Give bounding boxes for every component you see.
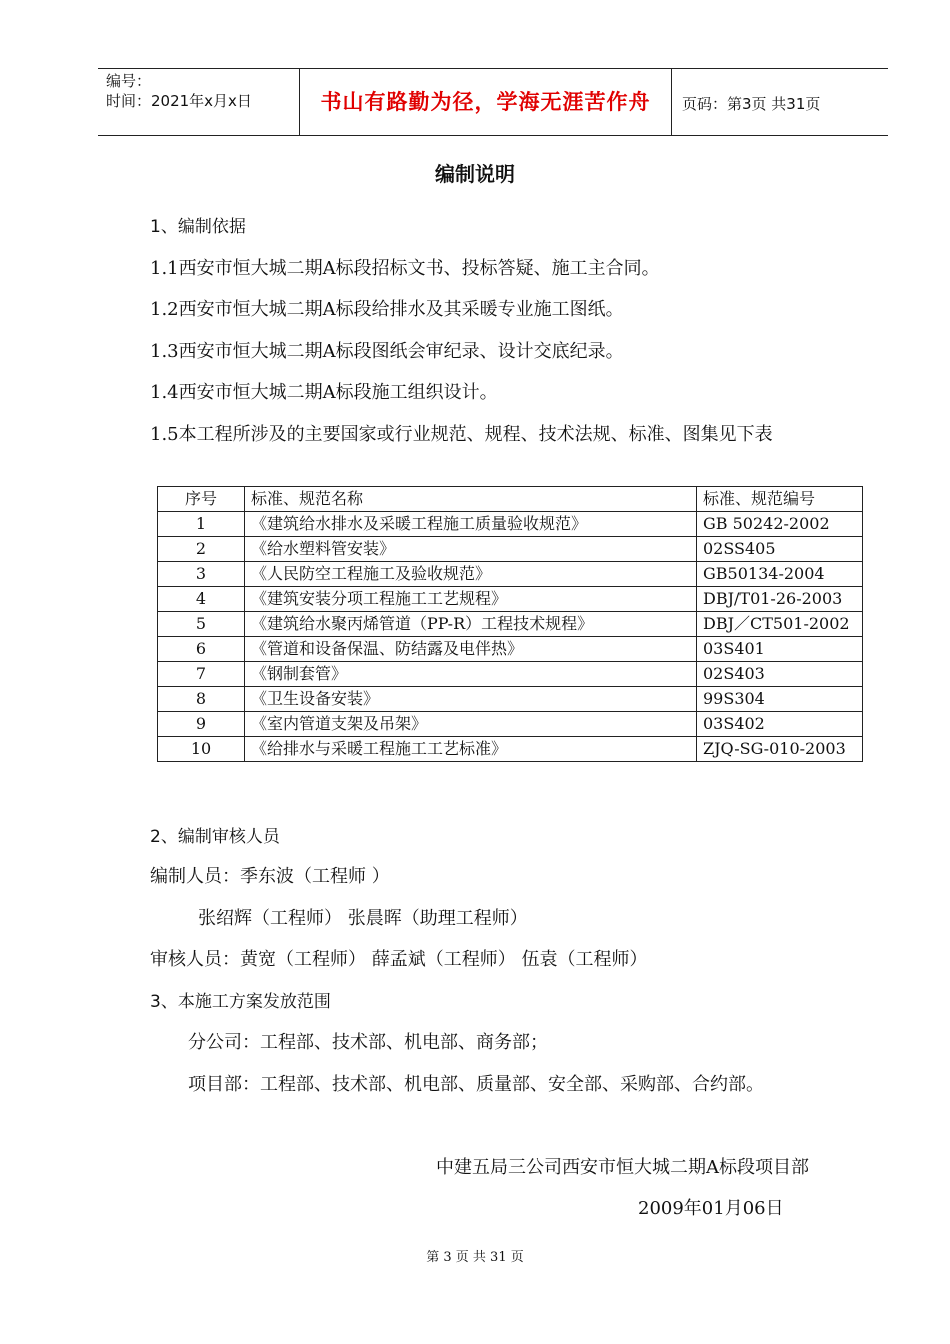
row-no: 10	[158, 737, 245, 762]
header-page-info: 页码：第3页 共31页	[682, 95, 821, 113]
row-code: ZJQ-SG-010-2003	[697, 737, 863, 762]
signature-date: 2009年01月06日	[638, 1198, 784, 1219]
row-name: 《建筑给水排水及采暖工程施工质量验收规范》	[245, 512, 697, 537]
section2-heading: 2、编制审核人员	[150, 827, 280, 847]
table-row	[158, 612, 863, 637]
row-name: 《人民防空工程施工及验收规范》	[245, 562, 697, 587]
header-name: 标准、规范名称	[245, 487, 697, 512]
row-no: 1	[158, 512, 245, 537]
table-row	[158, 587, 863, 612]
row-name: 《室内管道支架及吊架》	[245, 712, 697, 737]
row-code: 02S403	[697, 662, 863, 687]
header-code: 标准、规范编号	[697, 487, 863, 512]
row-code: 03S402	[697, 712, 863, 737]
row-no: 2	[158, 537, 245, 562]
row-no: 3	[158, 562, 245, 587]
document-title: 编制说明	[435, 162, 515, 186]
table-row	[158, 712, 863, 737]
basis-item-4: 1.4西安市恒大城二期A标段施工组织设计。	[150, 382, 498, 403]
row-no: 4	[158, 587, 245, 612]
row-code: GB 50242-2002	[697, 512, 863, 537]
distribution-project: 项目部：工程部、技术部、机电部、质量部、安全部、采购部、合约部。	[188, 1074, 764, 1095]
row-no: 7	[158, 662, 245, 687]
header-motto: 书山有路勤为径，学海无涯苦作舟	[300, 69, 672, 135]
row-code: 03S401	[697, 637, 863, 662]
distribution-branch: 分公司：工程部、技术部、机电部、商务部；	[188, 1032, 548, 1053]
header-meta	[98, 69, 300, 135]
row-code: 99S304	[697, 687, 863, 712]
basis-item-5: 1.5本工程所涉及的主要国家或行业规范、规程、技术法规、标准、图集见下表	[150, 424, 773, 445]
table-row	[158, 537, 863, 562]
standards-table	[157, 486, 863, 762]
table-header-row	[158, 487, 863, 512]
page-header	[98, 68, 888, 136]
row-name: 《给排水与采暖工程施工工艺标准》	[245, 737, 697, 762]
page-footer: 第 3 页 共 31 页	[426, 1250, 524, 1265]
section1-heading: 1、编制依据	[150, 217, 246, 237]
basis-item-3: 1.3西安市恒大城二期A标段图纸会审纪录、设计交底纪录。	[150, 341, 624, 362]
row-no: 8	[158, 687, 245, 712]
time-label: 时间：2021年x月x日	[106, 92, 252, 110]
row-no: 9	[158, 712, 245, 737]
header-no: 序号	[158, 487, 245, 512]
row-name: 《管道和设备保温、防结露及电伴热》	[245, 637, 697, 662]
row-code: DBJ/T01-26-2003	[697, 587, 863, 612]
compilers-line-2: 张绍辉（工程师） 张晨晖（助理工程师）	[198, 908, 528, 929]
row-name: 《建筑给水聚丙烯管道（PP-R）工程技术规程》	[245, 612, 697, 637]
reviewers-line: 审核人员：黄宽（工程师） 薛孟斌（工程师） 伍袁（工程师）	[150, 949, 648, 970]
row-name: 《钢制套管》	[245, 662, 697, 687]
basis-item-1: 1.1西安市恒大城二期A标段招标文书、投标答疑、施工主合同。	[150, 258, 660, 279]
row-name: 《建筑安装分项工程施工工艺规程》	[245, 587, 697, 612]
table-row	[158, 637, 863, 662]
row-name: 《卫生设备安装》	[245, 687, 697, 712]
table-row	[158, 662, 863, 687]
code-label: 编号：	[106, 72, 152, 90]
signature-org: 中建五局三公司西安市恒大城二期A标段项目部	[436, 1157, 809, 1178]
compilers-line-1: 编制人员：季东波（工程师 ）	[150, 866, 390, 887]
row-code: GB50134-2004	[697, 562, 863, 587]
table-row	[158, 562, 863, 587]
row-no: 6	[158, 637, 245, 662]
row-code: 02SS405	[697, 537, 863, 562]
row-code: DBJ／CT501-2002	[697, 612, 863, 637]
row-name: 《给水塑料管安装》	[245, 537, 697, 562]
table-row	[158, 687, 863, 712]
section3-heading: 3、本施工方案发放范围	[150, 992, 331, 1012]
table-row	[158, 512, 863, 537]
row-no: 5	[158, 612, 245, 637]
table-row	[158, 737, 863, 762]
basis-item-2: 1.2西安市恒大城二期A标段给排水及其采暖专业施工图纸。	[150, 299, 624, 320]
